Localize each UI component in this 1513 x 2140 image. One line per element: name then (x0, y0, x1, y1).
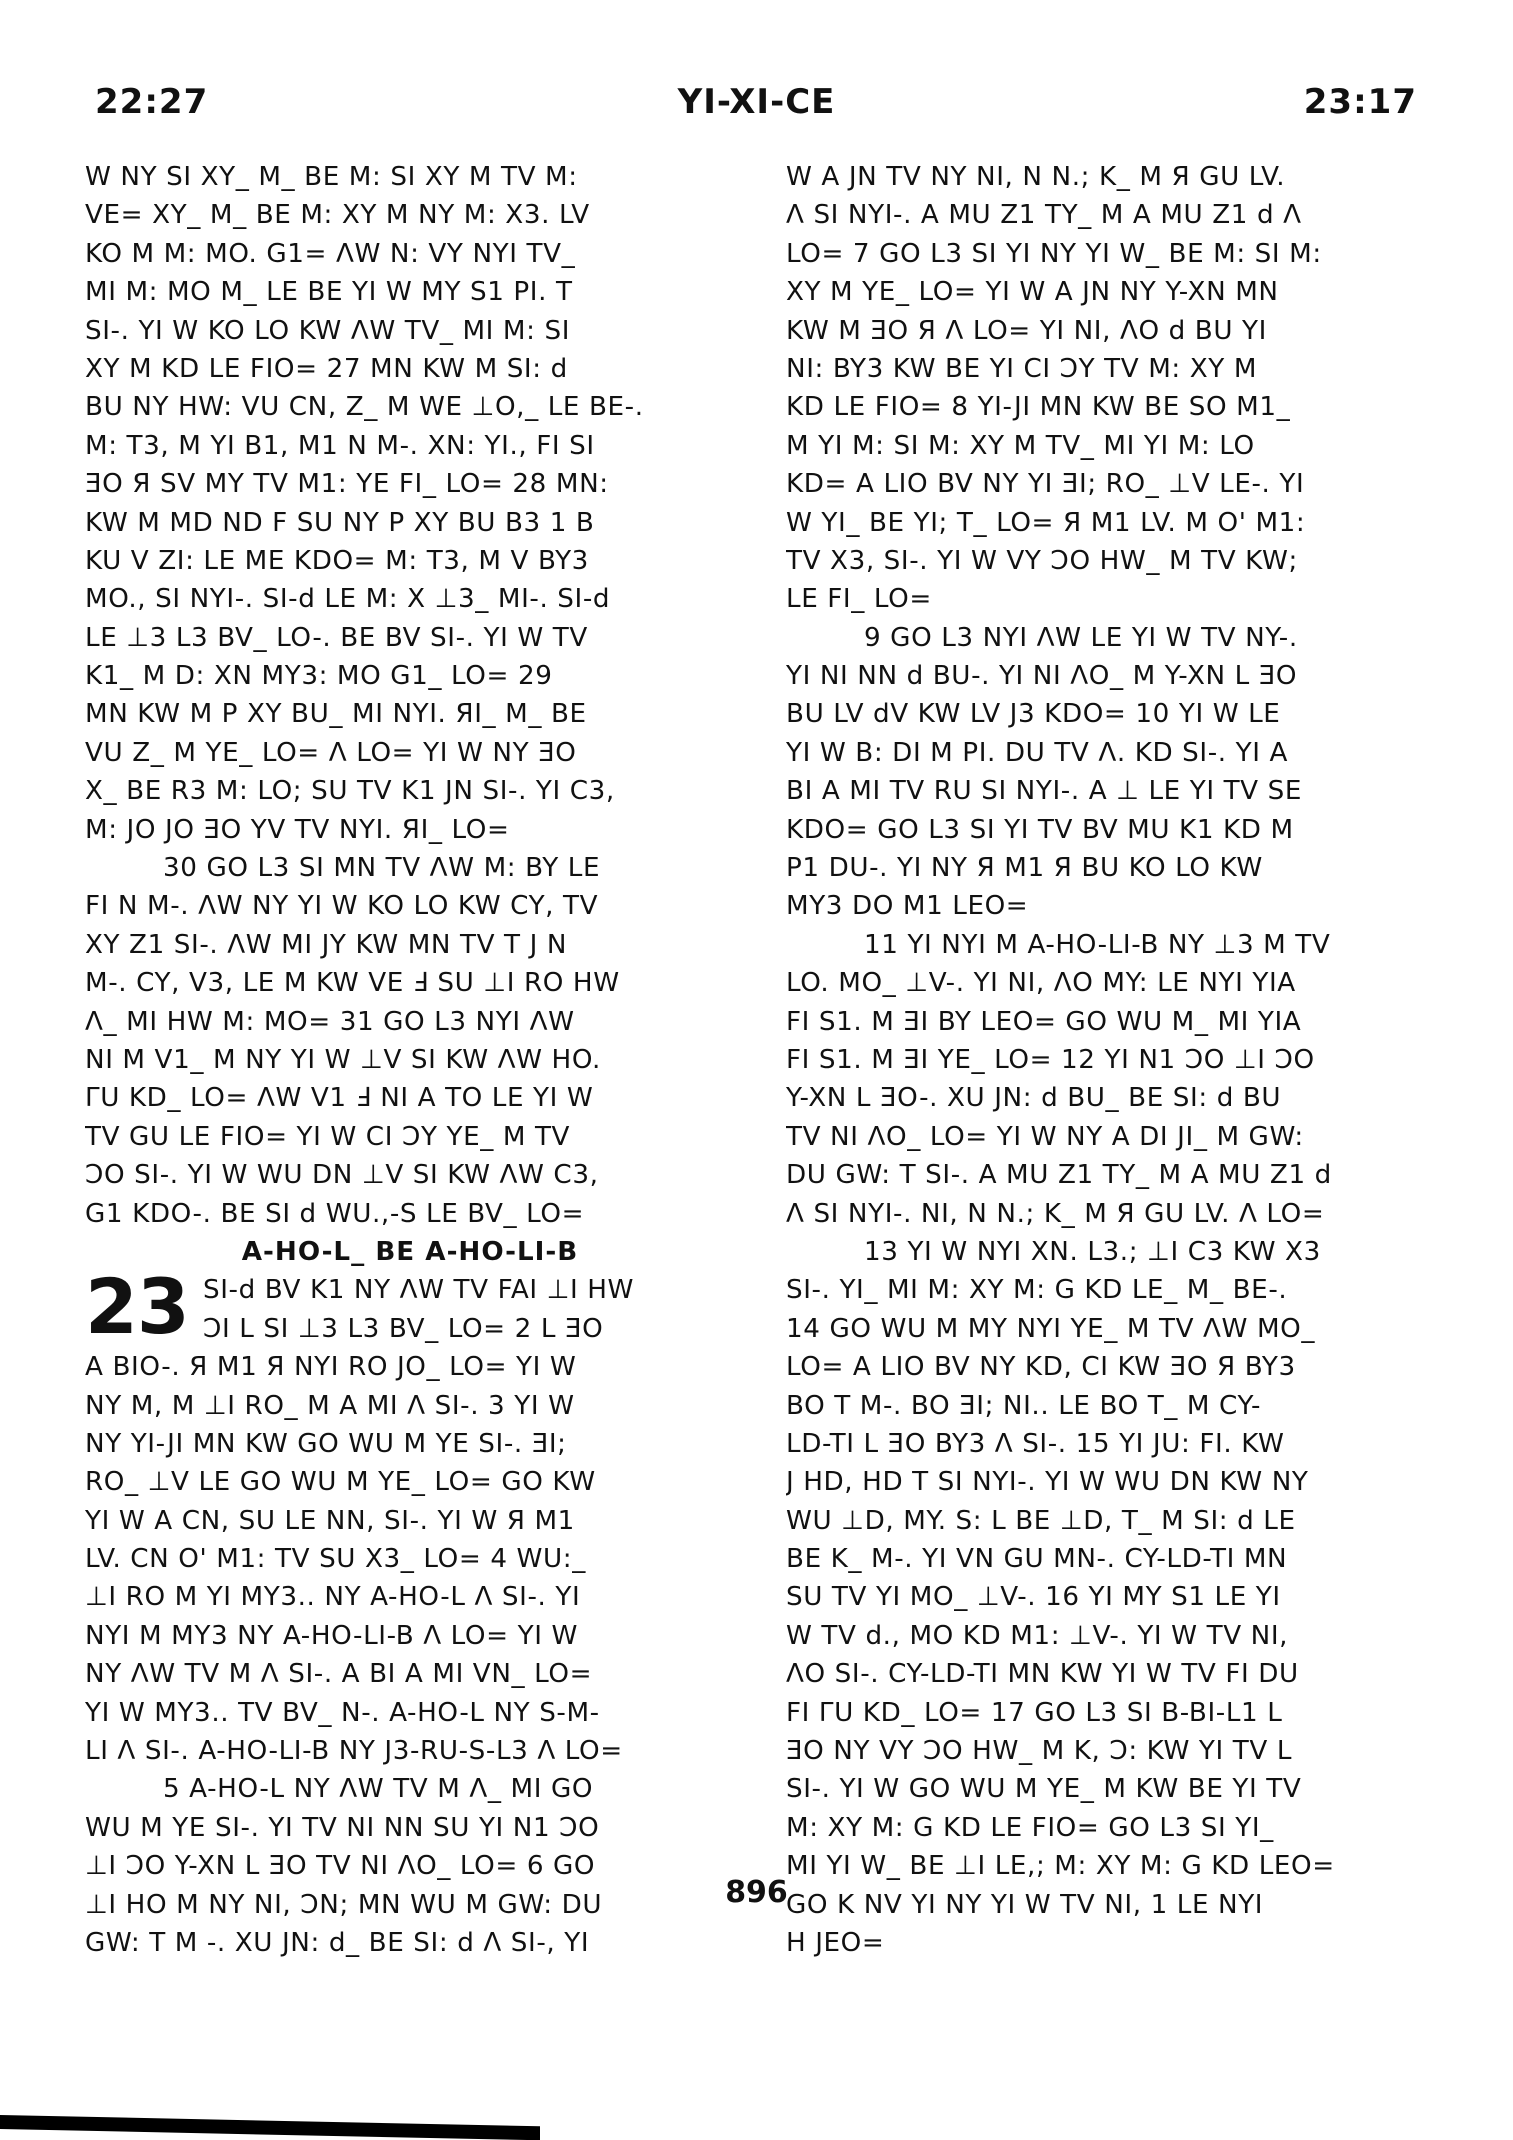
text-line: M: T3, M YI B1, M1 N M-. XN: YI., FI SI (85, 430, 595, 461)
chapter-start (85, 1262, 735, 1352)
text-line: LE ⊥3 L3 BV_ LO-. BE BV SI-. YI W TV (85, 622, 588, 653)
text-line: TV GU LE FIO= YI W CI ƆY YE_ M TV (85, 1121, 571, 1152)
text-line: NY M, M ⊥I RO_ M A MI Λ SI-. 3 YI W (85, 1390, 575, 1421)
text-line: XY M YE_ LO= YI W A JN NY Y-XN MN (786, 277, 1279, 308)
page-number: 896 (725, 1875, 788, 1910)
text-line: ⊥I RO M YI MY3.. NY A-HO-L Λ SI-. YI (85, 1582, 581, 1613)
text-line: A BIO-. Я M1 Я NYI RO JO_ LO= YI W (85, 1352, 577, 1383)
text-line: SI-. YI W KO LO KW ΛW TV_ MI M: SI (85, 315, 571, 346)
text-line: LO= A LIO BV NY KD, CI KW ƎO Я BY3 (786, 1352, 1296, 1383)
text-line: G1 KDO-. BE SI d WU.,-S LE BV_ LO= (85, 1198, 585, 1229)
text-line: NY ΛW TV M Λ SI-. A BI A MI VN_ LO= (85, 1659, 593, 1690)
text-line: GO K NV YI NY YI W TV NI, 1 LE NYI (786, 1889, 1264, 1920)
left-block-d (85, 1770, 735, 1962)
text-line: Λ_ MI HW M: MO= 31 GO L3 NYI ΛW (85, 1006, 575, 1037)
right-block-a (786, 158, 1436, 619)
text-line: X_ BE R3 M: LO; SU TV K1 JN SI-. YI C3, (85, 776, 615, 807)
text-line: WU M YE SI-. YI TV NI NN SU YI N1 ƆO (85, 1812, 600, 1843)
text-line: P1 DU-. YI NY Я M1 Я BU KO LO KW (786, 853, 1263, 884)
text-line: FI ΓU KD_ LO= 17 GO L3 SI B-BI-L1 L (786, 1697, 1283, 1728)
text-line: BO T M-. BO ƎI; NI.. LE BO T_ M CY- (786, 1390, 1261, 1421)
text-line: W YI_ BE YI; T_ LO= Я M1 LV. M O' M1: (786, 507, 1306, 538)
text-line: LO. MO_ ⊥V-. YI NI, ΛO MY: LE NYI YIA (786, 968, 1296, 999)
text-line: BE K_ M-. YI VN GU MN-. CY-LD-TI MN (786, 1544, 1288, 1575)
text-line: NI: BY3 KW BE YI CI ƆY TV M: XY M (786, 353, 1258, 384)
text-line: YI W A CN, SU LE NN, SI-. YI W Я M1 (85, 1505, 575, 1536)
text-line: 11 YI NYI M A-HO-LI-B NY ⊥3 M TV (864, 929, 1331, 960)
text-line: DU GW: T SI-. A MU Z1 TY_ M A MU Z1 d (786, 1160, 1332, 1191)
text-line: MO., SI NYI-. SI-d LE M: X ⊥3_ MI-. SI-d (85, 584, 611, 615)
text-line: LE FI_ LO= (786, 584, 932, 615)
text-line: KD LE FIO= 8 YI-JI MN KW BE SO M1_ (786, 392, 1291, 423)
text-line: 9 GO L3 NYI ΛW LE YI W TV NY-. (864, 622, 1298, 653)
text-line: KW M ƎO Я Λ LO= YI NI, ΛO d BU YI (786, 315, 1267, 346)
text-line: ƎO Я SV MY TV M1: YE FI_ LO= 28 MN: (85, 469, 609, 500)
text-line: BI A MI TV RU SI NYI-. A ⊥ LE YI TV SE (786, 776, 1302, 807)
text-line: NY YI-JI MN KW GO WU M YE SI-. ƎI; (85, 1428, 567, 1459)
text-line: VU Z_ M YE_ LO= Λ LO= YI W NY ƎO (85, 737, 577, 768)
text-line: SI-. YI_ MI M: XY M: G KD LE_ M_ BE-. (786, 1275, 1288, 1306)
text-line: VE= XY_ M_ BE M: XY M NY M: X3. LV (85, 200, 590, 231)
text-line: Y-XN L ƎO-. XU JN: d BU_ BE SI: d BU (786, 1083, 1282, 1114)
right-block-b (786, 619, 1436, 926)
text-line: LO= 7 GO L3 SI YI NY YI W_ BE M: SI M: (786, 238, 1322, 269)
text-line: BU NY HW: VU CN, Z_ M WE ⊥O,_ LE BE-. (85, 392, 644, 423)
text-line: NYI M MY3 NY A-HO-LI-B Λ LO= YI W (85, 1620, 578, 1651)
header-book-title: YI-XI-CE (677, 82, 836, 122)
text-line: SI-d BV K1 NY ΛW TV FAI ⊥I HW (203, 1275, 635, 1306)
text-line: FI S1. M ƎI YE_ LO= 12 YI N1 ƆO ⊥I ƆO (786, 1044, 1315, 1075)
text-line: FI N M-. ΛW NY YI W KO LO KW CY, TV (85, 891, 599, 922)
text-line: YI W MY3.. TV BV_ N-. A-HO-L NY S-M- (85, 1697, 600, 1728)
text-line: RO_ ⊥V LE GO WU M YE_ LO= GO KW (85, 1467, 596, 1498)
text-line: M: JO JO ƎO YV TV NYI. ЯI_ LO= (85, 814, 510, 845)
text-line: KU V ZI: LE ME KDO= M: T3, M V BY3 (85, 545, 589, 576)
left-block-b (85, 849, 735, 1233)
text-line: KW M MD ND F SU NY P XY BU B3 1 B (85, 507, 595, 538)
text-line: M: XY M: G KD LE FIO= GO L3 SI YI_ (786, 1812, 1274, 1843)
text-line: KO M M: MO. G1= ΛW N: VY NYI TV_ (85, 238, 576, 269)
section-heading: A-HO-L_ BE A-HO-LI-B (241, 1236, 579, 1267)
text-line: ΛO SI-. CY-LD-TI MN KW YI W TV FI DU (786, 1659, 1299, 1690)
left-block-c (85, 1348, 735, 1770)
left-block-a (85, 158, 735, 849)
text-line: Λ SI NYI-. A MU Z1 TY_ M A MU Z1 d Λ (786, 200, 1302, 231)
text-line: W A JN TV NY NI, N N.; K_ M Я GU LV. (786, 162, 1286, 192)
text-line: TV X3, SI-. YI W VY ƆO HW_ M TV KW; (786, 545, 1298, 576)
text-line: M YI M: SI M: XY M TV_ MI YI M: LO (786, 430, 1255, 461)
text-line: 14 GO WU M MY NYI YE_ M TV ΛW MO_ (786, 1313, 1316, 1344)
text-line: LI Λ SI-. A-HO-LI-B NY J3-RU-S-L3 Λ LO= (85, 1736, 623, 1767)
text-line: MI YI W_ BE ⊥I LE,; M: XY M: G KD LEO= (786, 1851, 1335, 1882)
right-block-c (786, 926, 1436, 1233)
text-line: KD= A LIO BV NY YI ƎI; RO_ ⊥V LE-. YI (786, 469, 1305, 500)
text-line: MN KW M P XY BU_ MI NYI. ЯI_ M_ BE (85, 699, 587, 730)
text-line: XY M KD LE FIO= 27 MN KW M SI: d (85, 353, 568, 384)
text-line: LD-TI L ƎO BY3 Λ SI-. 15 YI JU: FI. KW (786, 1428, 1285, 1459)
text-line: NI M V1_ M NY YI W ⊥V SI KW ΛW HO. (85, 1044, 601, 1075)
right-block-d (786, 1233, 1436, 1962)
text-line: YI NI NN d BU-. YI NI ΛO_ M Y-XN L ƎO (786, 661, 1298, 692)
text-line: ⊥I ƆO Y-XN L ƎO TV NI ΛO_ LO= 6 GO (85, 1851, 596, 1882)
header-right-reference: 23:17 (1303, 82, 1417, 122)
text-line: Λ SI NYI-. NI, N N.; K_ M Я GU LV. Λ LO= (786, 1198, 1325, 1229)
text-line: J HD, HD T SI NYI-. YI W WU DN KW NY (786, 1467, 1309, 1498)
text-line: BU LV dV KW LV J3 KDO= 10 YI W LE (786, 699, 1281, 730)
text-line: SI-. YI W GO WU M YE_ M KW BE YI TV (786, 1774, 1302, 1805)
text-line: TV NI ΛO_ LO= YI W NY A DI JI_ M GW: (786, 1121, 1304, 1152)
text-line: LV. CN O' M1: TV SU X3_ LO= 4 WU:_ (85, 1544, 586, 1575)
text-line: FI S1. M ƎI BY LEO= GO WU M_ MI YIA (786, 1006, 1302, 1037)
text-line: 30 GO L3 SI MN TV ΛW M: BY LE (163, 853, 601, 884)
text-line: KDO= GO L3 SI YI TV BV MU K1 KD M (786, 814, 1294, 845)
text-line: ΓU KD_ LO= ΛW V1 Ⅎ NI A TO LE YI W (85, 1083, 594, 1114)
text-line: M-. CY, V3, LE M KW VE Ⅎ SU ⊥I RO HW (85, 968, 620, 999)
text-line: 5 A-HO-L NY ΛW TV M Λ_ MI GO (163, 1774, 594, 1805)
right-text-column (786, 158, 1436, 1962)
text-line: YI W B: DI M PI. DU TV Λ. KD SI-. YI A (786, 737, 1288, 768)
left-text-column (85, 158, 735, 1962)
text-line: W TV d., MO KD M1: ⊥V-. YI W TV NI, (786, 1620, 1289, 1651)
header-left-reference: 22:27 (95, 82, 209, 122)
text-line: XY Z1 SI-. ΛW MI JY KW MN TV T J N (85, 929, 568, 960)
text-line: H JEO= (786, 1927, 885, 1958)
text-line: 13 YI W NYI XN. L3.; ⊥I C3 KW X3 (864, 1236, 1321, 1267)
text-line: MI M: MO M_ LE BE YI W MY S1 PI. T (85, 277, 573, 308)
chapter-number: 23 (85, 1262, 189, 1352)
text-line: GW: T M -. XU JN: d_ BE SI: d Λ SI-, YI (85, 1927, 590, 1958)
text-line: ƆI L SI ⊥3 L3 BV_ LO= 2 L ƎO (203, 1313, 604, 1344)
text-line: ƆO SI-. YI W WU DN ⊥V SI KW ΛW C3, (85, 1160, 599, 1191)
text-line: K1_ M D: XN MY3: MO G1_ LO= 29 (85, 661, 553, 692)
text-line: ƎO NY VY ƆO HW_ M K, Ɔ: KW YI TV L (786, 1736, 1293, 1767)
text-line: MY3 DO M1 LEO= (786, 891, 1029, 922)
scan-edge-bar (0, 2115, 540, 2140)
text-line: ⊥I HO M NY NI, ƆN; MN WU M GW: DU (85, 1889, 603, 1920)
text-line: W NY SI XY_ M_ BE M: SI XY M TV M: (85, 162, 578, 192)
text-line: WU ⊥D, MY. S: L BE ⊥D, T_ M SI: d LE (786, 1505, 1296, 1536)
text-line: SU TV YI MO_ ⊥V-. 16 YI MY S1 LE YI (786, 1582, 1281, 1613)
